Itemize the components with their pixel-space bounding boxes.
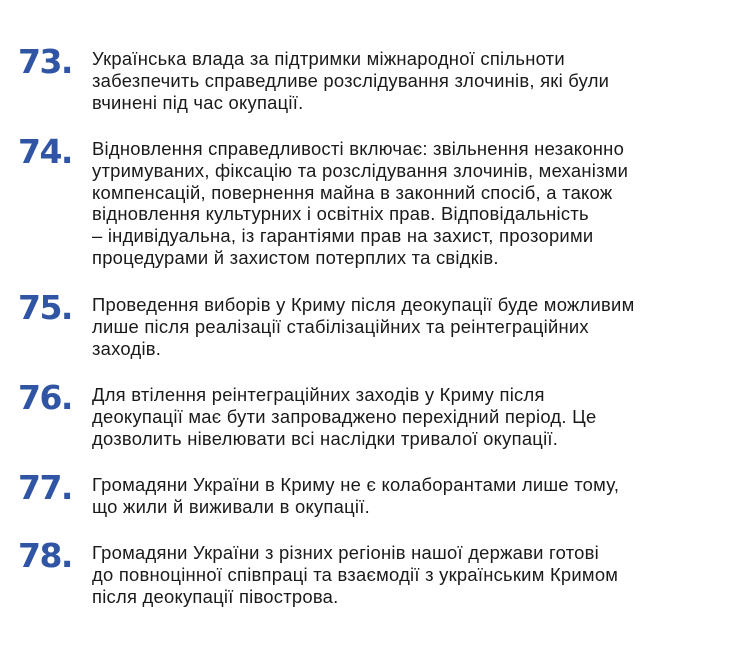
point-number: 77. xyxy=(18,468,72,507)
point-number: 75. xyxy=(18,288,72,327)
text-line: лише після реалізації стабілізаційних та реінтеграційних xyxy=(92,315,589,337)
point-text xyxy=(92,384,727,449)
text-line: Проведення виборів у Криму після деокупації буде можливим xyxy=(92,294,635,315)
point-text xyxy=(92,474,727,518)
point-number: 76. xyxy=(18,378,72,417)
text-line: до повноцінної співпраці та взаємодії з українським Кримом xyxy=(92,563,619,585)
text-line: Українська влада за підтримки міжнародної спільноти xyxy=(92,48,565,69)
point-number: 73. xyxy=(18,42,72,81)
point-number: 78. xyxy=(18,536,72,575)
text-line: компенсацій, повернення майна в законний спосіб, а також xyxy=(92,181,613,203)
text-line: відновлення культурних і освітніх прав. Відповідальність xyxy=(92,203,589,225)
text-line: що жили й виживали в окупації. xyxy=(92,495,370,517)
text-line: Для втілення реінтеграційних заходів у Криму після xyxy=(92,384,545,405)
text-line: Громадяни України з різних регіонів нашої держави готові xyxy=(92,542,599,563)
text-line: забезпечить справедливе розслідування злочинів, які були xyxy=(92,69,610,91)
text-line: утримуваних, фіксацію та розслідування злочинів, механізми xyxy=(92,159,629,181)
text-line: дозволить нівелювати всі наслідки тривалої окупації. xyxy=(92,427,559,449)
point-text xyxy=(92,542,727,607)
text-line: процедурами й захистом потерплих та свідків. xyxy=(92,246,499,268)
point-text xyxy=(92,294,727,359)
text-line: Громадяни України в Криму не є колаборантами лише тому, xyxy=(92,474,620,495)
text-line: заходів. xyxy=(92,337,162,359)
text-line: – індивідуальна, із гарантіями прав на захист, прозорими xyxy=(92,225,594,247)
text-line: деокупації має бути запроваджено перехідний період. Це xyxy=(92,405,597,427)
point-number: 74. xyxy=(18,132,72,171)
text-line: вчинені під час окупації. xyxy=(92,91,304,113)
point-text xyxy=(92,48,727,113)
text-line: Відновлення справедливості включає: звільнення незаконно xyxy=(92,138,625,159)
point-text xyxy=(92,138,727,269)
text-line: після деокупації півострова. xyxy=(92,585,339,607)
